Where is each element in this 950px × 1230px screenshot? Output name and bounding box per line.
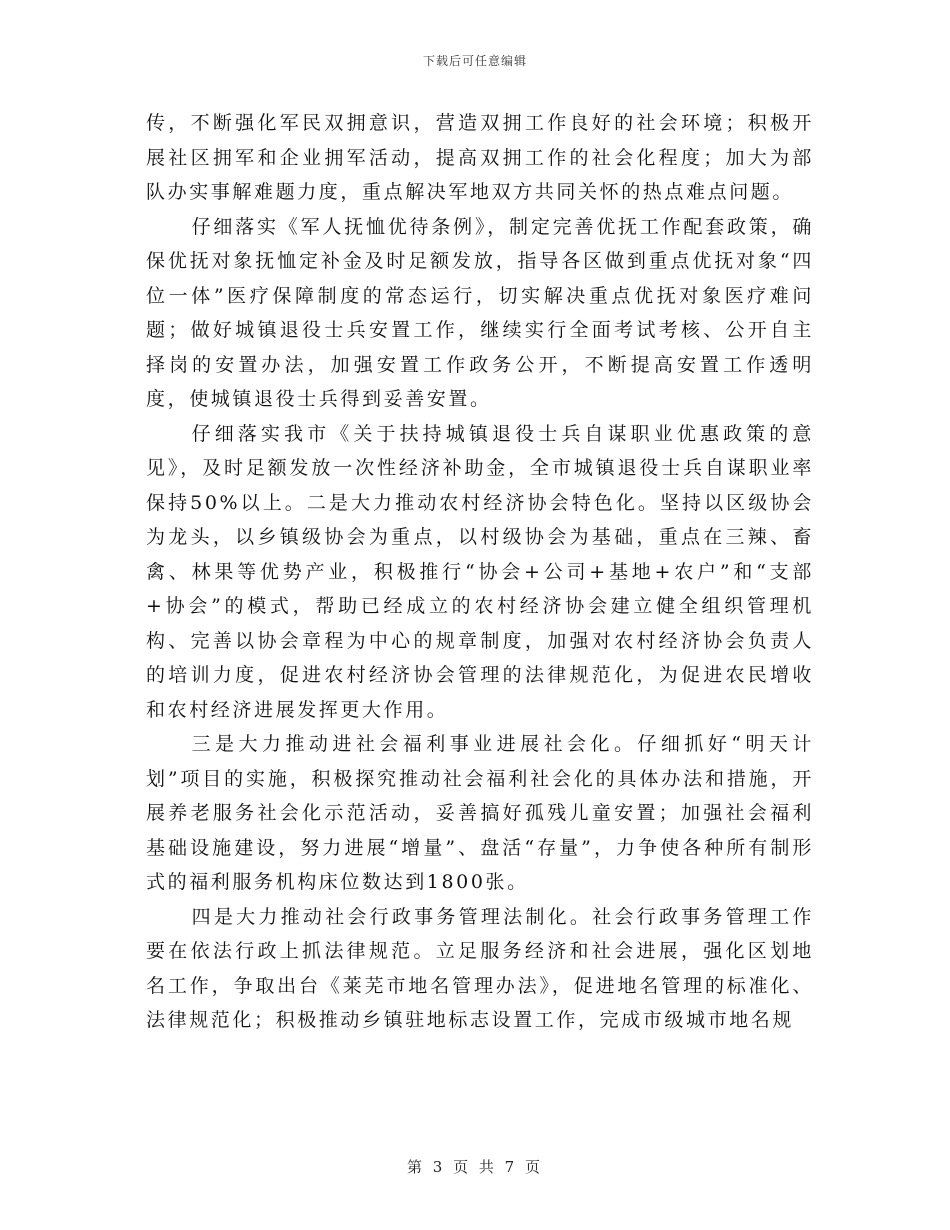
page-number-footer: 第 3 页 共 7 页 [407, 1158, 543, 1176]
paragraph-4: 三是大力推动进社会福利事业进展社会化。仔细抓好“明天计划”项目的实施，积极探究推动社会福利社会化的具体办法和措施，开展养老服务社会化示范活动，妥善搞好孤残儿童安置；加强社会福利基础设施建设，努力进展“增量”、盘活“存量”，力争使各种所有制形式的福利服务机构床位数达到1800张。 [146, 733, 814, 893]
paragraph-2: 仔细落实《军人抚恤优待条例》，制定完善优抚工作配套政策，确保优抚对象抚恤定补金及时足额发放，指导各区做到重点优抚对象“四位一体”医疗保障制度的常态运行，切实解决重点优抚对象医疗难问题；做好城镇退役士兵安置工作，继续实行全面考试考核、公开自主择岗的安置办法，加强安置工作政务公开，不断提高安置工作透明度，使城镇退役士兵得到妥善安置。 [146, 215, 814, 410]
document-body [146, 106, 814, 1038]
page-header: 下载后可任意编辑 [422, 54, 527, 68]
paragraph-1: 传，不断强化军民双拥意识，营造双拥工作良好的社会环境；积极开展社区拥军和企业拥军活动，提高双拥工作的社会化程度；加大为部队办实事解难题力度，重点解决军地双方共同关怀的热点难点问题。 [146, 112, 814, 203]
paragraph-5: 四是大力推动社会行政事务管理法制化。社会行政事务管理工作要在依法行政上抓法律规范。立足服务经济和社会进展，强化区划地名工作，争取出台《莱芜市地名管理办法》，促进地名管理的标准化、法律规范化；积极推动乡镇驻地标志设置工作，完成市级城市地名规 [146, 905, 814, 1031]
paragraph-3: 仔细落实我市《关于扶持城镇退役士兵自谋职业优惠政策的意见》，及时足额发放一次性经济补助金，全市城镇退役士兵自谋职业率保持50%以上。二是大力推动农村经济协会特色化。坚持以区级协会为龙头，以乡镇级协会为重点，以村级协会为基础，重点在三辣、畜禽、林果等优势产业，积极推行“协会+公司+基地+农户”和“支部+协会”的模式，帮助已经成立的农村经济协会建立健全组织管理机构、完善以协会章程为中心的规章制度，加强对农村经济协会负责人的培训力度，促进农村经济协会管理的法律规范化，为促进农民增收和农村经济进展发挥更大作用。 [146, 422, 814, 721]
